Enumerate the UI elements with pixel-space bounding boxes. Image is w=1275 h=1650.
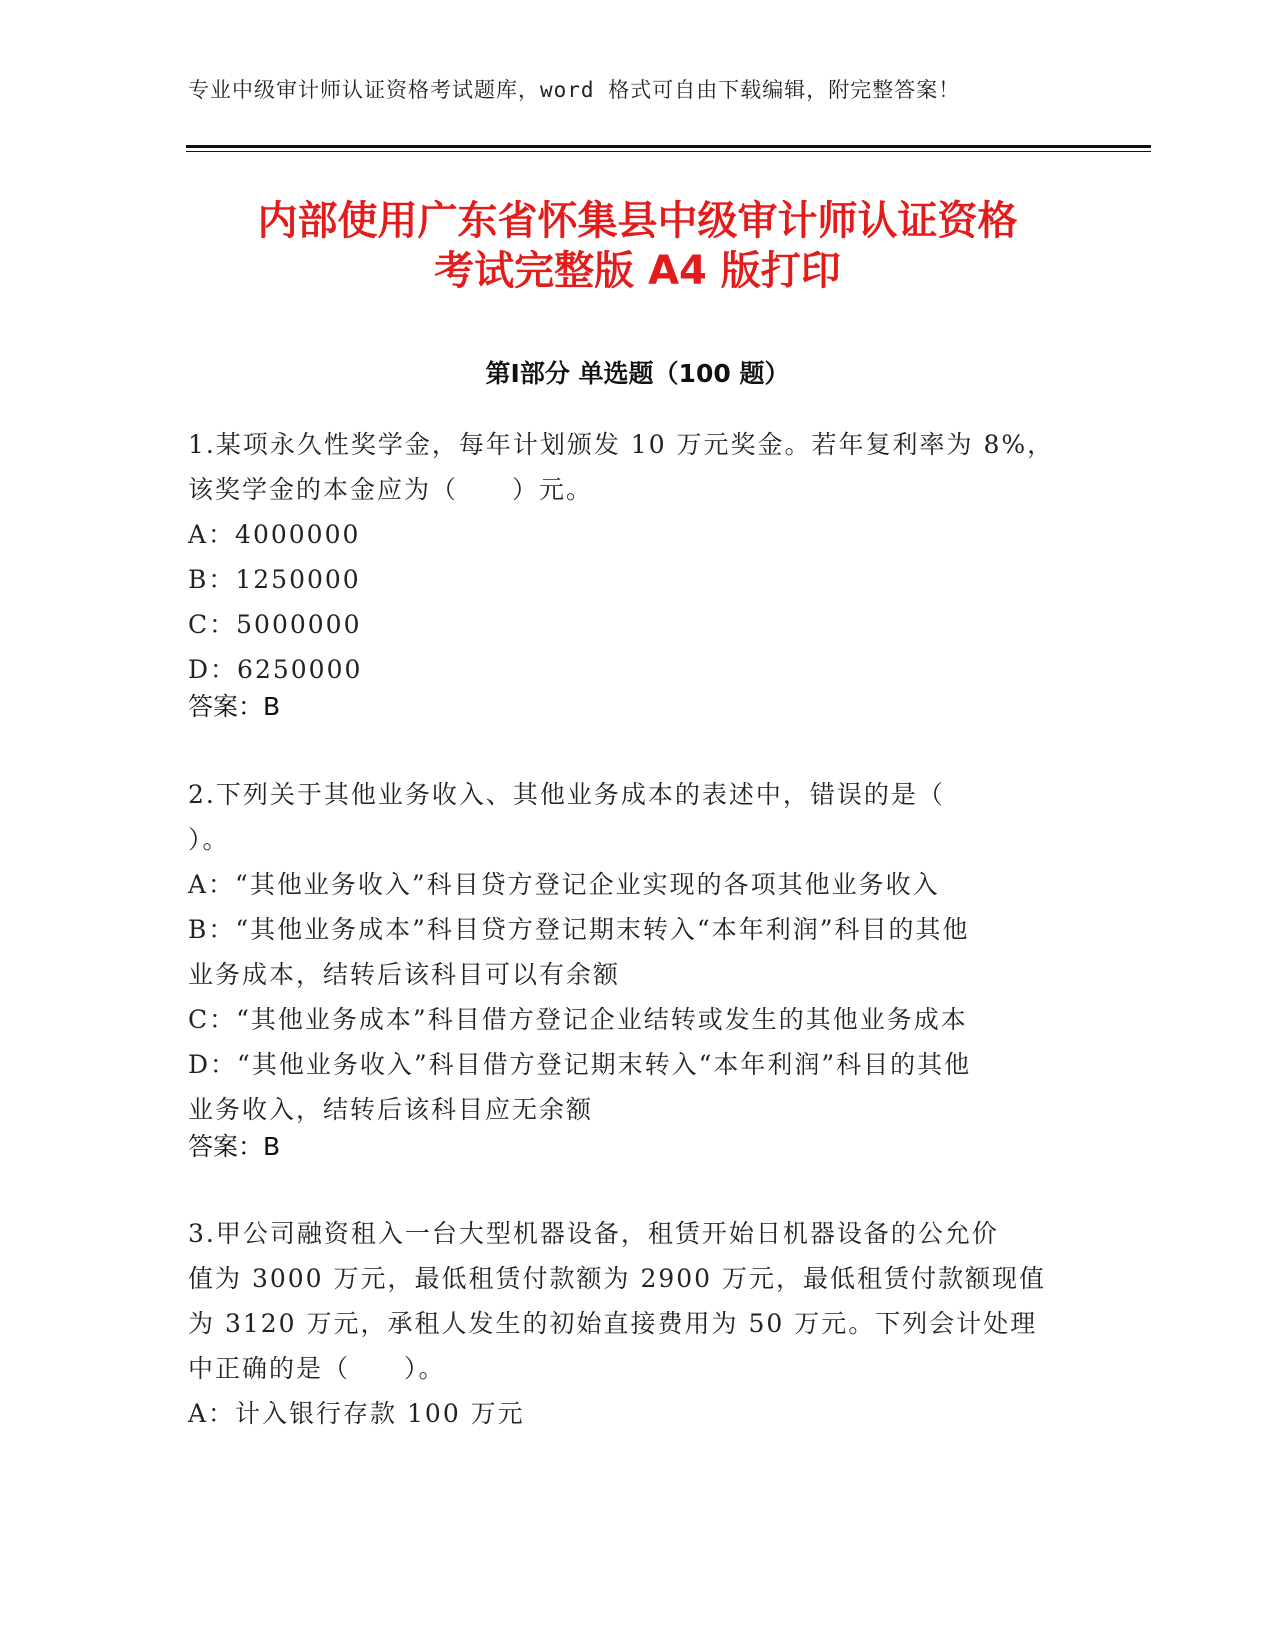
option-b: B：“其他业务成本”科目贷方登记期末转入“本年利润”科目的其他 — [188, 915, 970, 944]
option-d: D：“其他业务收入”科目借方登记期末转入“本年利润”科目的其他 — [188, 1050, 972, 1079]
question-2 — [188, 772, 1068, 1132]
answer-2: 答案：B — [188, 1132, 281, 1161]
question-stem: ）。 — [188, 825, 230, 854]
question-1 — [188, 422, 1068, 692]
option-d-continued: 业务收入，结转后该科目应无余额 — [188, 1095, 594, 1124]
title-line-1: 内部使用广东省怀集县中级审计师认证资格 — [257, 198, 1018, 244]
header-rule-thin — [186, 151, 1151, 152]
question-stem: 2.下列关于其他业务收入、其他业务成本的表述中，错误的是（ — [188, 780, 945, 809]
document-title — [150, 196, 1125, 296]
question-stem: 1.某项永久性奖学金，每年计划颁发 10 万元奖金。若年复利率为 8%， — [188, 430, 1055, 459]
title-line-2: 考试完整版 A4 版打印 — [434, 248, 841, 294]
option-d: D：6250000 — [188, 655, 363, 684]
option-b: B：1250000 — [188, 565, 361, 594]
question-stem: 中正确的是（ ）。 — [188, 1354, 446, 1383]
question-stem: 为 3120 万元，承租人发生的初始直接费用为 50 万元。下列会计处理 — [188, 1309, 1038, 1338]
option-b-continued: 业务成本，结转后该科目可以有余额 — [188, 960, 621, 989]
question-3 — [188, 1211, 1068, 1436]
section-title: 第Ⅰ部分 单选题（100 题） — [485, 359, 790, 388]
option-a: A：计入银行存款 100 万元 — [188, 1399, 525, 1428]
question-stem: 该奖学金的本金应为（ ）元。 — [188, 475, 594, 504]
option-a: A：“其他业务收入”科目贷方登记企业实现的各项其他业务收入 — [188, 870, 940, 899]
option-a: A：4000000 — [188, 520, 361, 549]
question-stem: 3.甲公司融资租入一台大型机器设备，租赁开始日机器设备的公允价 — [188, 1219, 999, 1248]
option-c: C：“其他业务成本”科目借方登记企业结转或发生的其他业务成本 — [188, 1005, 968, 1034]
option-c: C：5000000 — [188, 610, 362, 639]
answer-1: 答案：B — [188, 692, 281, 721]
question-stem: 值为 3000 万元，最低租赁付款额为 2900 万元，最低租赁付款额现值 — [188, 1264, 1047, 1293]
header-note: 专业中级审计师认证资格考试题库，word 格式可自由下载编辑，附完整答案！ — [188, 78, 961, 102]
header-rule-thick — [186, 145, 1151, 148]
